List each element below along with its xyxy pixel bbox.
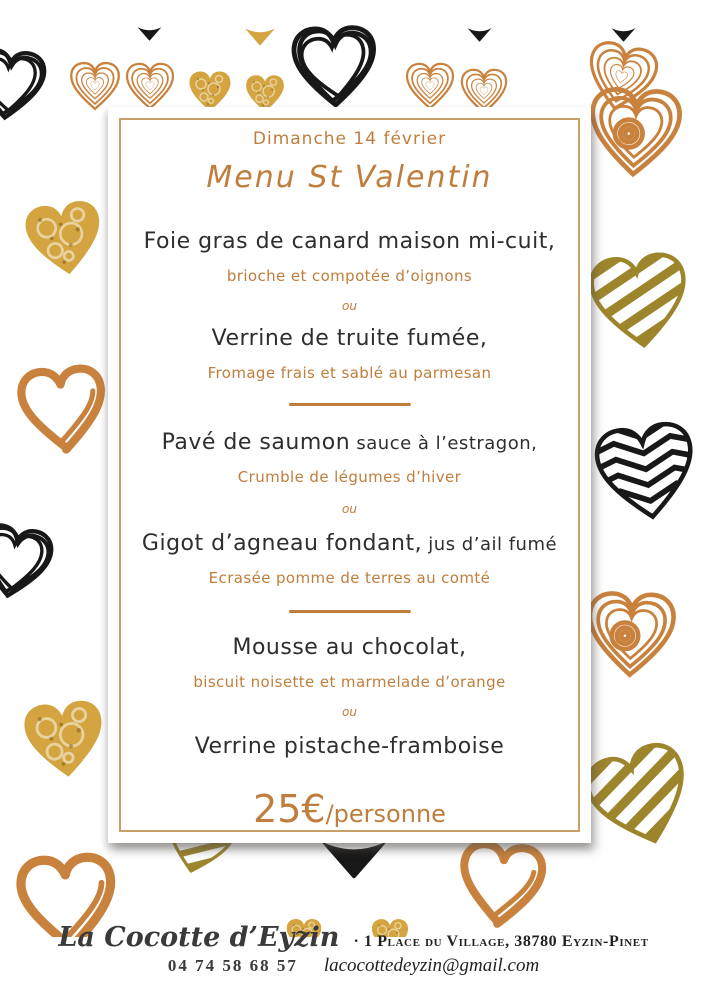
scribble-heart-icon [0, 6, 58, 169]
dish-name: Verrine de truite fumée, [211, 326, 488, 351]
restaurant-email: lacocottedeyzin@gmail.com [323, 955, 540, 976]
dish-garnish: brioche et compotée d’oignons [226, 267, 473, 285]
striped-heart-icon [577, 231, 703, 380]
restaurant-name: La Cocotte d’Eyzin [58, 922, 340, 953]
menu-item-chocolat [108, 633, 591, 692]
menu-date: Dimanche 14 février [252, 129, 447, 149]
dish-name: Gigot d’agneau fondant, [141, 531, 423, 556]
brush-heart-icon [6, 338, 120, 488]
glitter-heart-icon [12, 174, 118, 309]
dish-garnish: Ecrasée pomme de terres au comté [208, 569, 491, 587]
price: 25€ [253, 787, 326, 831]
dish-name: Pavé de saumon [161, 430, 351, 455]
menu-card [108, 107, 591, 843]
zigzag-heart-icon [582, 407, 707, 546]
menu-title: Menu St Valentin [206, 160, 493, 195]
course-divider [289, 610, 411, 613]
menu-item-agneau [108, 529, 591, 588]
heart-tip-icon [136, 24, 163, 44]
dish-garnish: biscuit noisette et marmelade d’orange [193, 673, 506, 691]
course-divider [289, 403, 411, 406]
restaurant-phone: 04 74 58 68 57 [167, 956, 298, 975]
dish-garnish: Fromage frais et sablé au parmesan [207, 364, 492, 382]
dish-garnish: Crumble de légumes d’hiver [237, 468, 462, 486]
dish-name: Mousse au chocolat, [232, 635, 467, 660]
dish-name: Foie gras de canard maison mi-cuit, [143, 229, 556, 254]
dish-name-detail: sauce à l’estragon, [350, 433, 538, 454]
restaurant-footer [0, 922, 707, 977]
dish-name: Verrine pistache-framboise [194, 734, 505, 759]
dish-name-detail: jus d’ail fumé [422, 534, 558, 555]
price-suffix: /personne [325, 800, 446, 828]
menu-item-saumon [108, 428, 591, 487]
menu-item-truite [108, 324, 591, 383]
heart-tip-icon [316, 840, 392, 880]
heart-tip-icon [466, 25, 493, 45]
spiral-heart-icon [578, 63, 691, 208]
menu-item-foie-gras [108, 227, 591, 286]
or-separator: ou [342, 299, 357, 313]
or-separator: ou [342, 705, 357, 719]
price-line [108, 787, 591, 839]
menu-item-pistache [108, 732, 591, 763]
restaurant-address: · 1 Place du Village, 38780 Eyzin-Pinet [353, 933, 649, 950]
glitter-heart-icon [12, 675, 119, 810]
or-separator: ou [342, 502, 357, 516]
spiral-heart-icon [578, 568, 685, 707]
heart-tip-icon [243, 24, 277, 50]
scribble-heart-icon [0, 495, 66, 634]
